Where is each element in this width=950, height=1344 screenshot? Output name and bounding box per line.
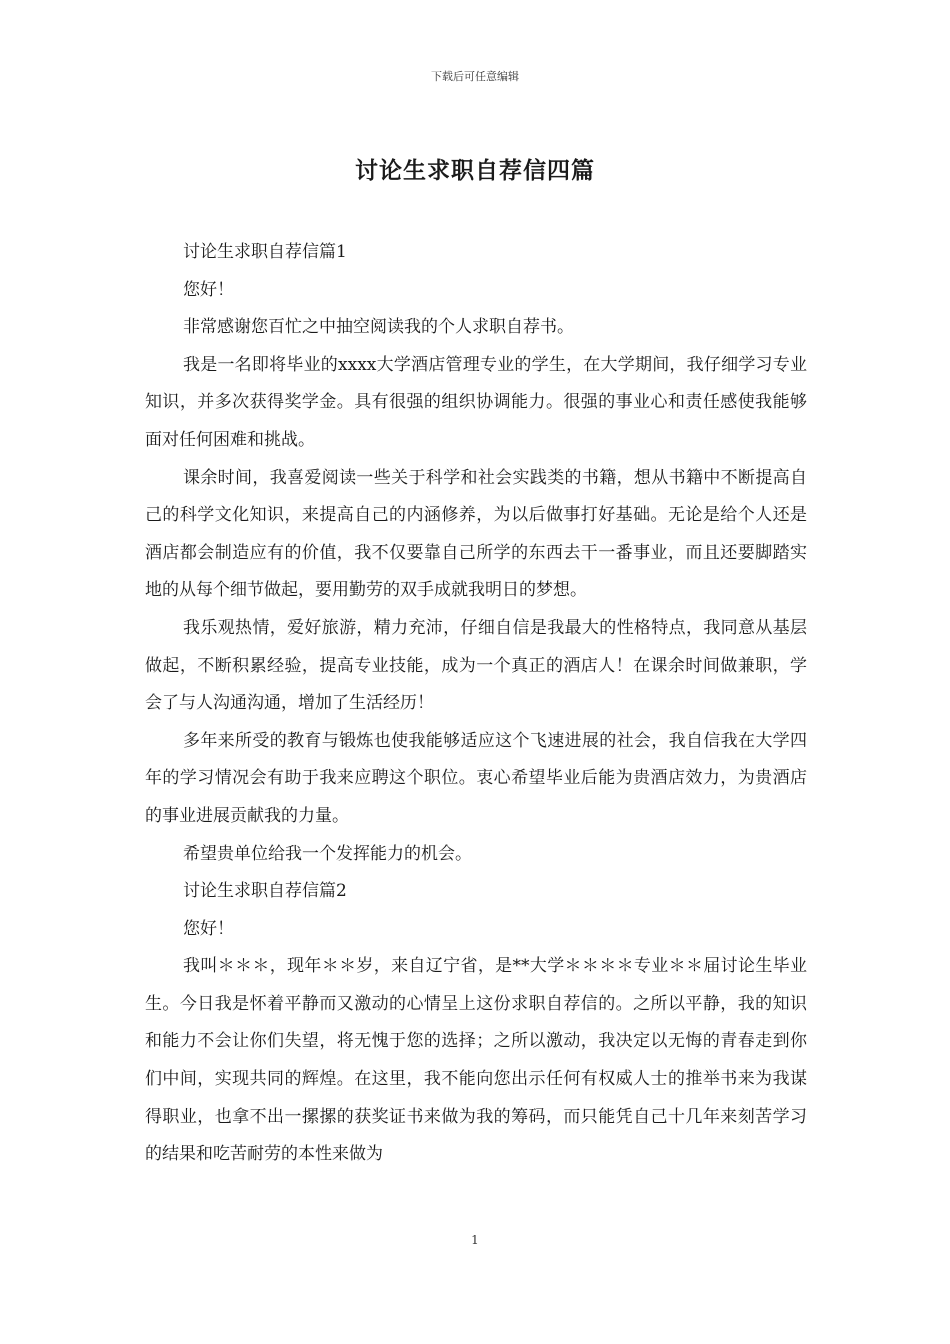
page-header-note: 下载后可任意编辑 xyxy=(431,70,519,83)
body-paragraph: 我叫＊＊＊，现年＊＊岁，来自辽宁省，是**大学＊＊＊＊专业＊＊届讨论生毕业生。今日我是怀着平静而又激动的心情呈上这份求职自荐信的。之所以平静，我的知识和能力不会让你们失望，将无愧于您的选择；之所以激动，我决定以无悔的青春走到你们中间，实现共同的辉煌。在这里，我不能向您出示任何有权威人士的推举书来为我谋得职业，也拿不出一摞摞的获奖证书来做为我的筹码，而只能凭自己十几年来刻苦学习的结果和吃苦耐劳的本性来做为 xyxy=(145,956,807,1165)
body-paragraph: 多年来所受的教育与锻炼也使我能够适应这个飞速进展的社会，我自信我在大学四年的学习情况会有助于我来应聘这个职位。衷心希望毕业后能为贵酒店效力，为贵酒店的事业进展贡献我的力量。 xyxy=(145,730,807,826)
body-paragraph: 课余时间，我喜爱阅读一些关于科学和社会实践类的书籍，想从书籍中不断提高自己的科学文化知识，来提高自己的内涵修养，为以后做事打好基础。无论是给个人还是酒店都会制造应有的价值，我不仅要靠自己所学的东西去干一番事业，而且还要脚踏实地的从每个细节做起，要用勤劳的双手成就我明日的梦想。 xyxy=(145,467,807,601)
body-paragraph: 我是一名即将毕业的xxxx大学酒店管理专业的学生，在大学期间，我仔细学习专业知识，并多次获得奖学金。具有很强的组织协调能力。很强的事业心和责任感使我能够面对任何困难和挑战。 xyxy=(145,354,807,450)
document-body xyxy=(145,234,807,1174)
greeting-2: 您好！ xyxy=(183,918,234,939)
section-heading-2: 讨论生求职自荐信篇2 xyxy=(183,881,347,902)
body-paragraph: 非常感谢您百忙之中抽空阅读我的个人求职自荐书。 xyxy=(183,317,574,338)
body-paragraph: 我乐观热情，爱好旅游，精力充沛，仔细自信是我最大的性格特点，我同意从基层做起，不断积累经验，提高专业技能，成为一个真正的酒店人！在课余时间做兼职，学会了与人沟通沟通，增加了生活经历！ xyxy=(145,617,807,714)
greeting-1: 您好！ xyxy=(183,279,234,300)
section-heading-1: 讨论生求职自荐信篇1 xyxy=(183,242,347,262)
document-title: 讨论生求职自荐信四篇 xyxy=(355,157,595,184)
page-number: 1 xyxy=(471,1233,479,1247)
body-paragraph: 希望贵单位给我一个发挥能力的机会。 xyxy=(183,843,472,864)
